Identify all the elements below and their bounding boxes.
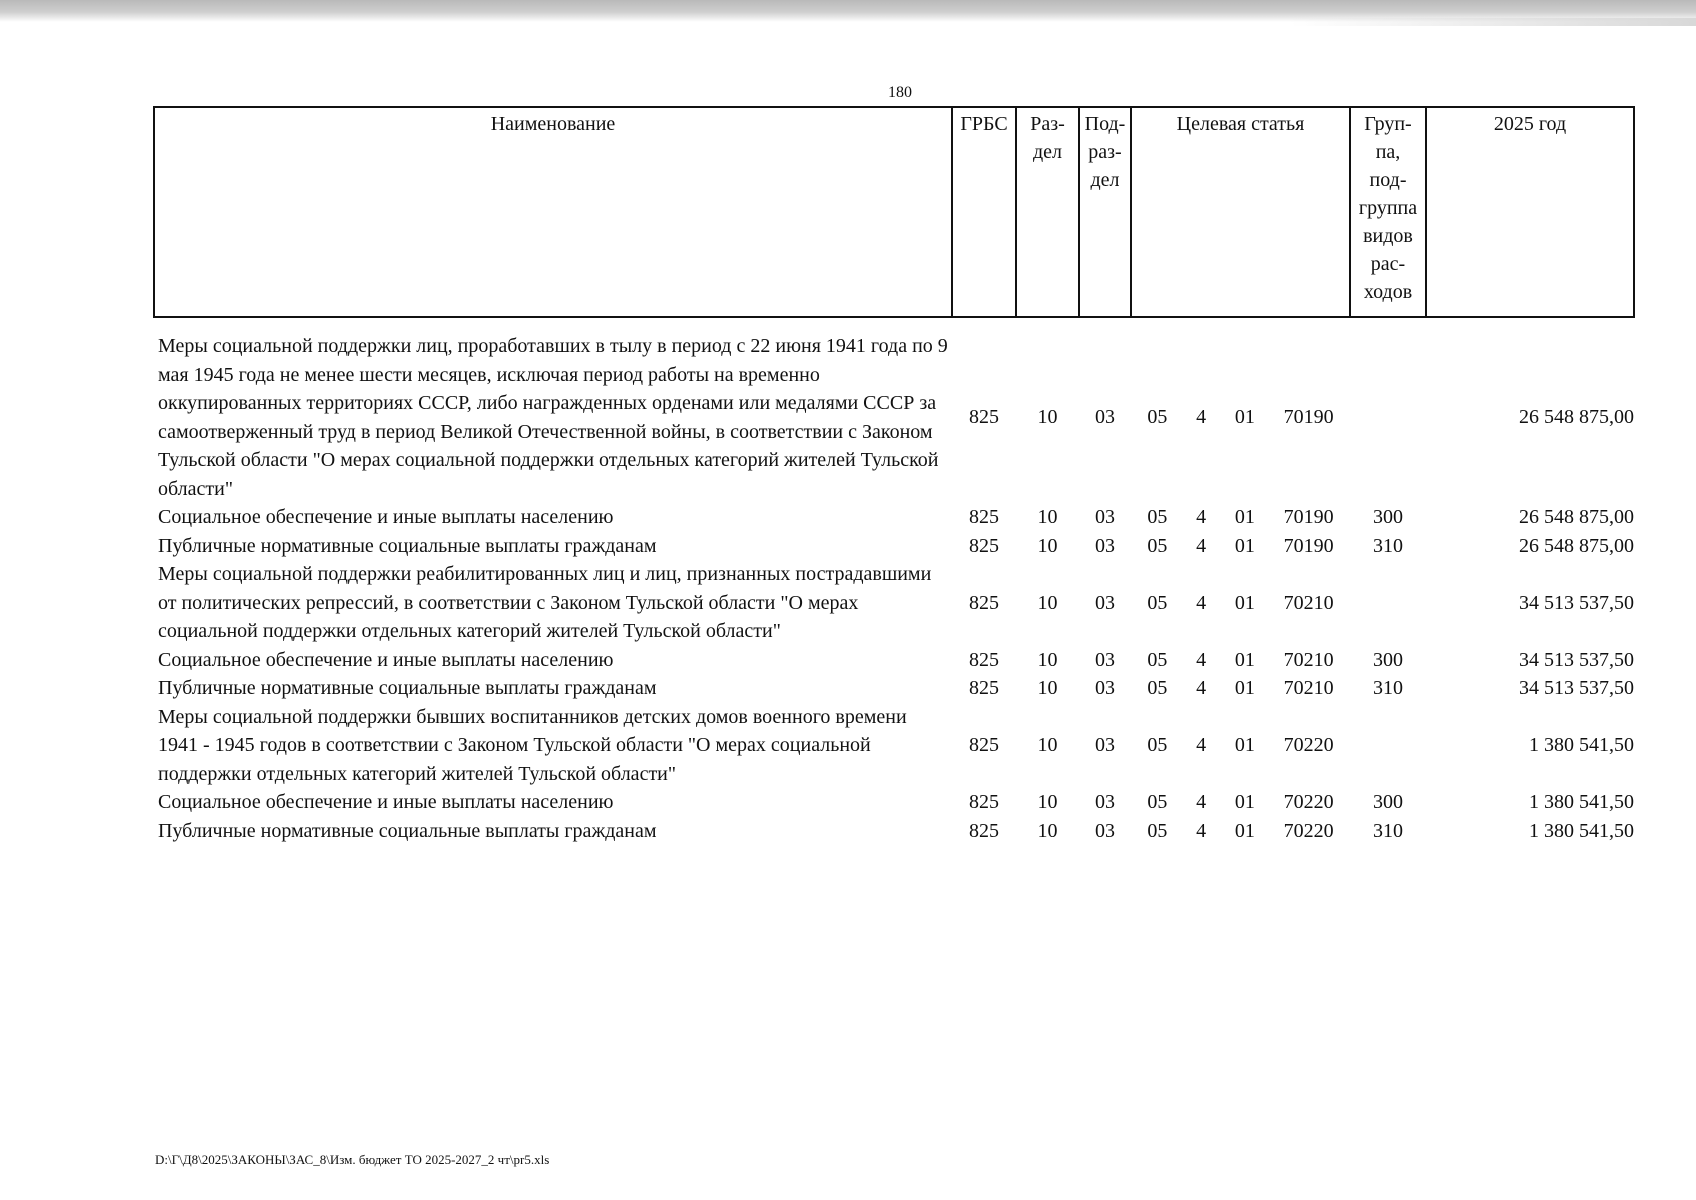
target-direction: 70190 (1283, 506, 1334, 528)
target-subprogram: 01 (1234, 648, 1255, 671)
target-type: 4 (1196, 677, 1207, 699)
target-subprogram: 01 (1234, 791, 1255, 813)
row-expense-group: 300 (1373, 791, 1403, 813)
target-type: 4 (1196, 406, 1207, 429)
row-grbs: 825 (969, 406, 999, 429)
row-target-article (1131, 703, 1350, 789)
table-row (154, 646, 1634, 675)
row-subsection: 03 (1095, 648, 1115, 671)
row-subsection: 03 (1095, 677, 1115, 699)
target-type: 4 (1196, 648, 1207, 671)
row-section: 10 (1037, 591, 1058, 614)
target-subprogram: 01 (1234, 591, 1255, 614)
row-expense-group: 310 (1373, 534, 1403, 557)
row-target-article (1131, 332, 1350, 503)
table-row (154, 532, 1634, 561)
header-subsection: Под- раз- дел (1079, 107, 1131, 317)
row-target-article (1131, 503, 1350, 532)
row-amount: 26 548 875,00 (1519, 534, 1634, 557)
target-subprogram: 01 (1234, 734, 1255, 756)
target-program: 05 (1147, 406, 1168, 429)
row-grbs: 825 (969, 534, 999, 557)
row-name: Меры социальной поддержки лиц, проработавших в тылу в период с 22 июня 1941 года по 9 мая 1945 года не менее шести месяцев, исключая период работы на временно оккупированных территориях СССР, либо награжденных орденами или медалями СССР за самоотверженный труд в период Великой Отечественной войны, в соответствии с Законом Тульской области "О мерах социальной поддержки отдельных категорий жителей Тульской области" (158, 335, 948, 500)
target-direction: 70220 (1283, 734, 1334, 756)
target-type: 4 (1196, 534, 1207, 557)
target-direction: 70210 (1283, 648, 1334, 671)
row-grbs: 825 (969, 819, 999, 842)
header-target-article: Целевая статья (1131, 107, 1350, 317)
page-number: 180 (888, 84, 912, 101)
header-year-2025: 2025 год (1426, 107, 1634, 317)
row-section: 10 (1037, 648, 1058, 671)
target-type: 4 (1196, 591, 1207, 614)
row-target-article (1131, 560, 1350, 646)
table-spacer (154, 317, 1634, 332)
header-section: Раз- дел (1016, 107, 1079, 317)
file-path: D:\Г\Д8\2025\ЗАКОНЫ\ЗАС_8\Изм. бюджет ТО 2025-2027_2 чт\pr5.xls (155, 1152, 550, 1167)
row-section: 10 (1037, 734, 1058, 756)
row-amount: 26 548 875,00 (1519, 506, 1634, 528)
target-direction: 70210 (1283, 677, 1334, 699)
row-grbs: 825 (969, 648, 999, 671)
row-name: Меры социальной поддержки реабилитированных лиц и лиц, признанных пострадавшими от политических репрессий, в соответствии с Законом Тульской области "О мерах социальной поддержки отдельных категорий жителей Тульской области" (158, 563, 932, 642)
target-subprogram: 01 (1234, 534, 1255, 557)
row-amount: 34 513 537,50 (1519, 591, 1634, 614)
row-name: Социальное обеспечение и иные выплаты населению (158, 791, 614, 813)
target-direction: 70220 (1283, 791, 1334, 813)
target-type: 4 (1196, 734, 1207, 756)
row-amount: 26 548 875,00 (1519, 406, 1634, 429)
row-section: 10 (1037, 506, 1058, 528)
row-name: Социальное обеспечение и иные выплаты населению (158, 648, 614, 671)
row-amount: 1 380 541,50 (1529, 791, 1634, 813)
row-target-article (1131, 532, 1350, 561)
target-type: 4 (1196, 506, 1207, 528)
target-program: 05 (1147, 677, 1168, 699)
row-name: Меры социальной поддержки бывших воспитанников детских домов военного времени 1941 - 1945 годов в соответствии с Законом Тульской области "О мерах социальной поддержки отдельных категорий жителей Тульской области" (158, 705, 907, 785)
row-grbs: 825 (969, 734, 999, 756)
table-row (154, 332, 1634, 503)
row-expense-group: 300 (1373, 506, 1403, 528)
row-subsection: 03 (1095, 791, 1115, 813)
target-direction: 70220 (1283, 819, 1334, 842)
row-amount: 1 380 541,50 (1529, 819, 1634, 842)
target-program: 05 (1147, 648, 1168, 671)
row-amount: 34 513 537,50 (1519, 648, 1634, 671)
target-type: 4 (1196, 819, 1207, 842)
row-grbs: 825 (969, 677, 999, 699)
budget-table (153, 106, 1635, 845)
row-name: Социальное обеспечение и иные выплаты населению (158, 506, 614, 528)
target-program: 05 (1147, 506, 1168, 528)
row-expense-group (1350, 703, 1426, 789)
table-row (154, 503, 1634, 532)
header-grbs: ГРБС (952, 107, 1016, 317)
row-subsection: 03 (1095, 506, 1115, 528)
table-header-row (154, 107, 1634, 317)
row-section: 10 (1037, 534, 1058, 557)
row-name: Публичные нормативные социальные выплаты гражданам (158, 534, 657, 557)
row-expense-group: 310 (1373, 677, 1403, 699)
row-subsection: 03 (1095, 819, 1115, 842)
row-section: 10 (1037, 791, 1058, 813)
row-name: Публичные нормативные социальные выплаты гражданам (158, 819, 657, 842)
target-type: 4 (1196, 791, 1207, 813)
row-subsection: 03 (1095, 406, 1115, 429)
target-program: 05 (1147, 791, 1168, 813)
row-grbs: 825 (969, 791, 999, 813)
target-program: 05 (1147, 591, 1168, 614)
target-direction: 70210 (1283, 591, 1334, 614)
target-subprogram: 01 (1234, 506, 1255, 528)
target-program: 05 (1147, 734, 1168, 756)
row-grbs: 825 (969, 506, 999, 528)
row-name: Публичные нормативные социальные выплаты гражданам (158, 677, 657, 699)
scan-edge-tail (1290, 18, 1696, 26)
target-program: 05 (1147, 534, 1168, 557)
target-direction: 70190 (1283, 406, 1334, 429)
row-expense-group: 300 (1373, 648, 1403, 671)
table-row (154, 703, 1634, 789)
table-row (154, 788, 1634, 817)
row-expense-group (1350, 560, 1426, 646)
row-target-article (1131, 788, 1350, 817)
row-subsection: 03 (1095, 534, 1115, 557)
header-expense-group: Груп- па, под- группа видов рас- ходов (1350, 107, 1426, 317)
header-name: Наименование (154, 107, 952, 317)
row-target-article (1131, 646, 1350, 675)
target-direction: 70190 (1283, 534, 1334, 557)
table-row (154, 674, 1634, 703)
row-subsection: 03 (1095, 734, 1115, 756)
target-subprogram: 01 (1234, 819, 1255, 842)
target-subprogram: 01 (1234, 406, 1255, 429)
row-expense-group: 310 (1373, 819, 1403, 842)
row-target-article (1131, 674, 1350, 703)
table-row (154, 817, 1634, 846)
row-target-article (1131, 817, 1350, 846)
table-row (154, 560, 1634, 646)
row-expense-group (1350, 332, 1426, 503)
target-program: 05 (1147, 819, 1168, 842)
target-subprogram: 01 (1234, 677, 1255, 699)
row-section: 10 (1037, 819, 1058, 842)
row-section: 10 (1037, 677, 1058, 699)
row-subsection: 03 (1095, 591, 1115, 614)
row-amount: 34 513 537,50 (1519, 677, 1634, 699)
row-section: 10 (1037, 406, 1058, 429)
row-grbs: 825 (969, 591, 999, 614)
row-amount: 1 380 541,50 (1529, 734, 1634, 756)
